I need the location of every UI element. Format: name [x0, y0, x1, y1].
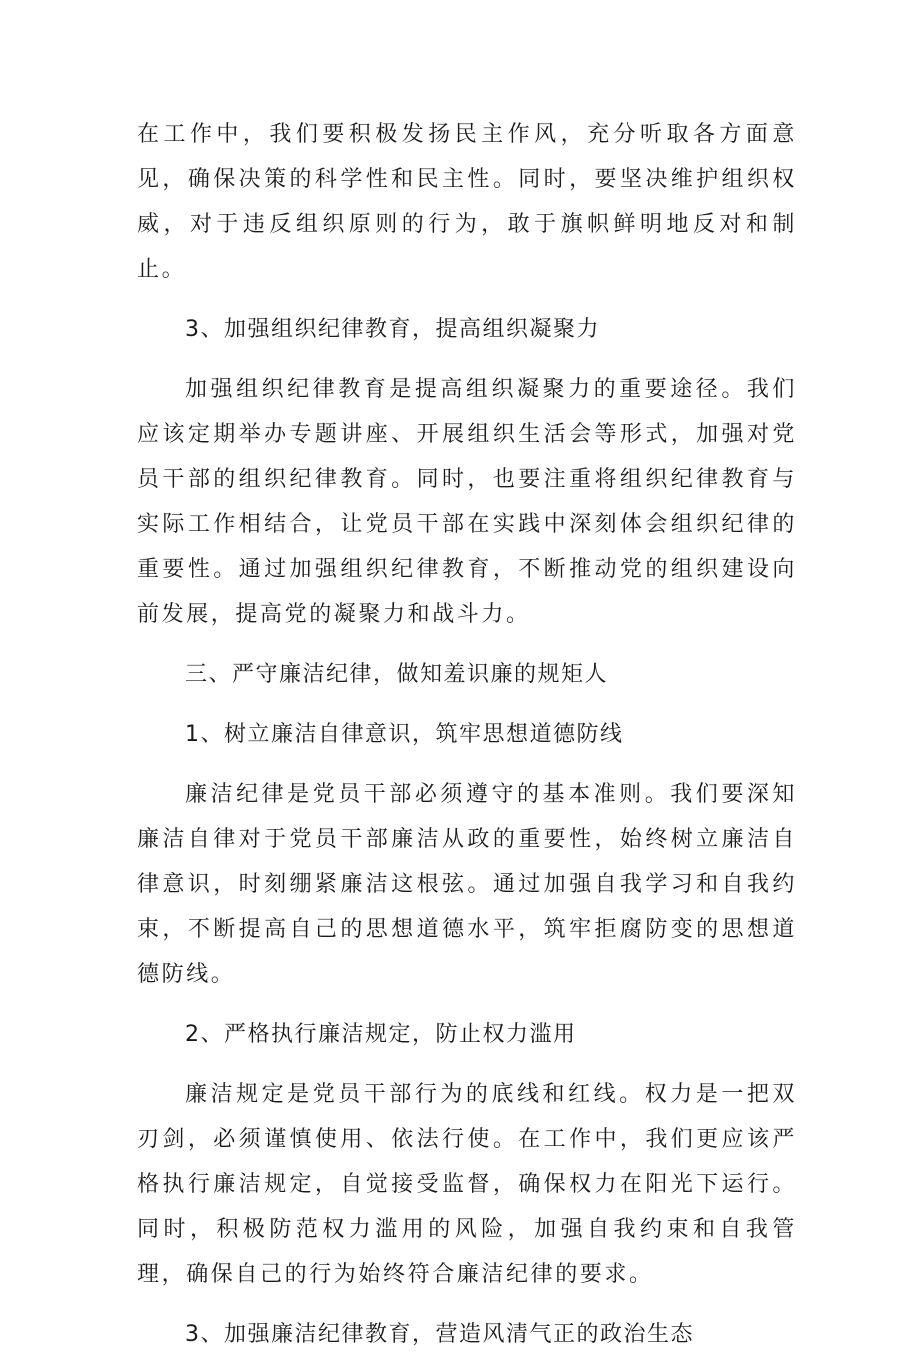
- section-heading: 1、树立廉洁自律意识，筑牢思想道德防线: [185, 722, 624, 747]
- paragraph: 加强组织纪律教育是提高组织凝聚力的重要途径。我们应该定期举办专题讲座、开展组织生活会等形式，加强对党员干部的组织纪律教育。同时，也要注重将组织纪律教育与实际工作相结合，让党员干部在实践中深刻体会组织纪律的重要性。通过加强组织纪律教育，不断推动党的组织建设向前发展，提高党的凝聚力和战斗力。: [137, 377, 797, 627]
- chapter-heading: 三、严守廉洁纪律，做知羞识廉的规矩人: [185, 662, 609, 687]
- section-heading: 2、严格执行廉洁规定，防止权力滥用: [185, 1022, 577, 1047]
- paragraph: 廉洁规定是党员干部行为的底线和红线。权力是一把双刃剑，必须谨慎使用、依法行使。在工作中，我们更应该严格执行廉洁规定，自觉接受监督，确保权力在阳光下运行。同时，积极防范权力滥用的风险，加强自我约束和自我管理，确保自己的行为始终符合廉洁纪律的要求。: [137, 1082, 797, 1287]
- section-heading: 3、加强组织纪律教育，提高组织凝聚力: [185, 317, 600, 342]
- paragraph: 廉洁纪律是党员干部必须遵守的基本准则。我们要深知廉洁自律对于党员干部廉洁从政的重要性，始终树立廉洁自律意识，时刻绷紧廉洁这根弦。通过加强自我学习和自我约束，不断提高自己的思想道德水平，筑牢拒腐防变的思想道德防线。: [137, 782, 797, 987]
- paragraph: 在工作中，我们要积极发扬民主作风，充分听取各方面意见，确保决策的科学性和民主性。同时，要坚决维护组织权威，对于违反组织原则的行为，敢于旗帜鲜明地反对和制止。: [137, 122, 797, 282]
- section-heading: 3、加强廉洁纪律教育，营造风清气正的政治生态: [185, 1322, 694, 1347]
- document-body: [137, 112, 797, 1372]
